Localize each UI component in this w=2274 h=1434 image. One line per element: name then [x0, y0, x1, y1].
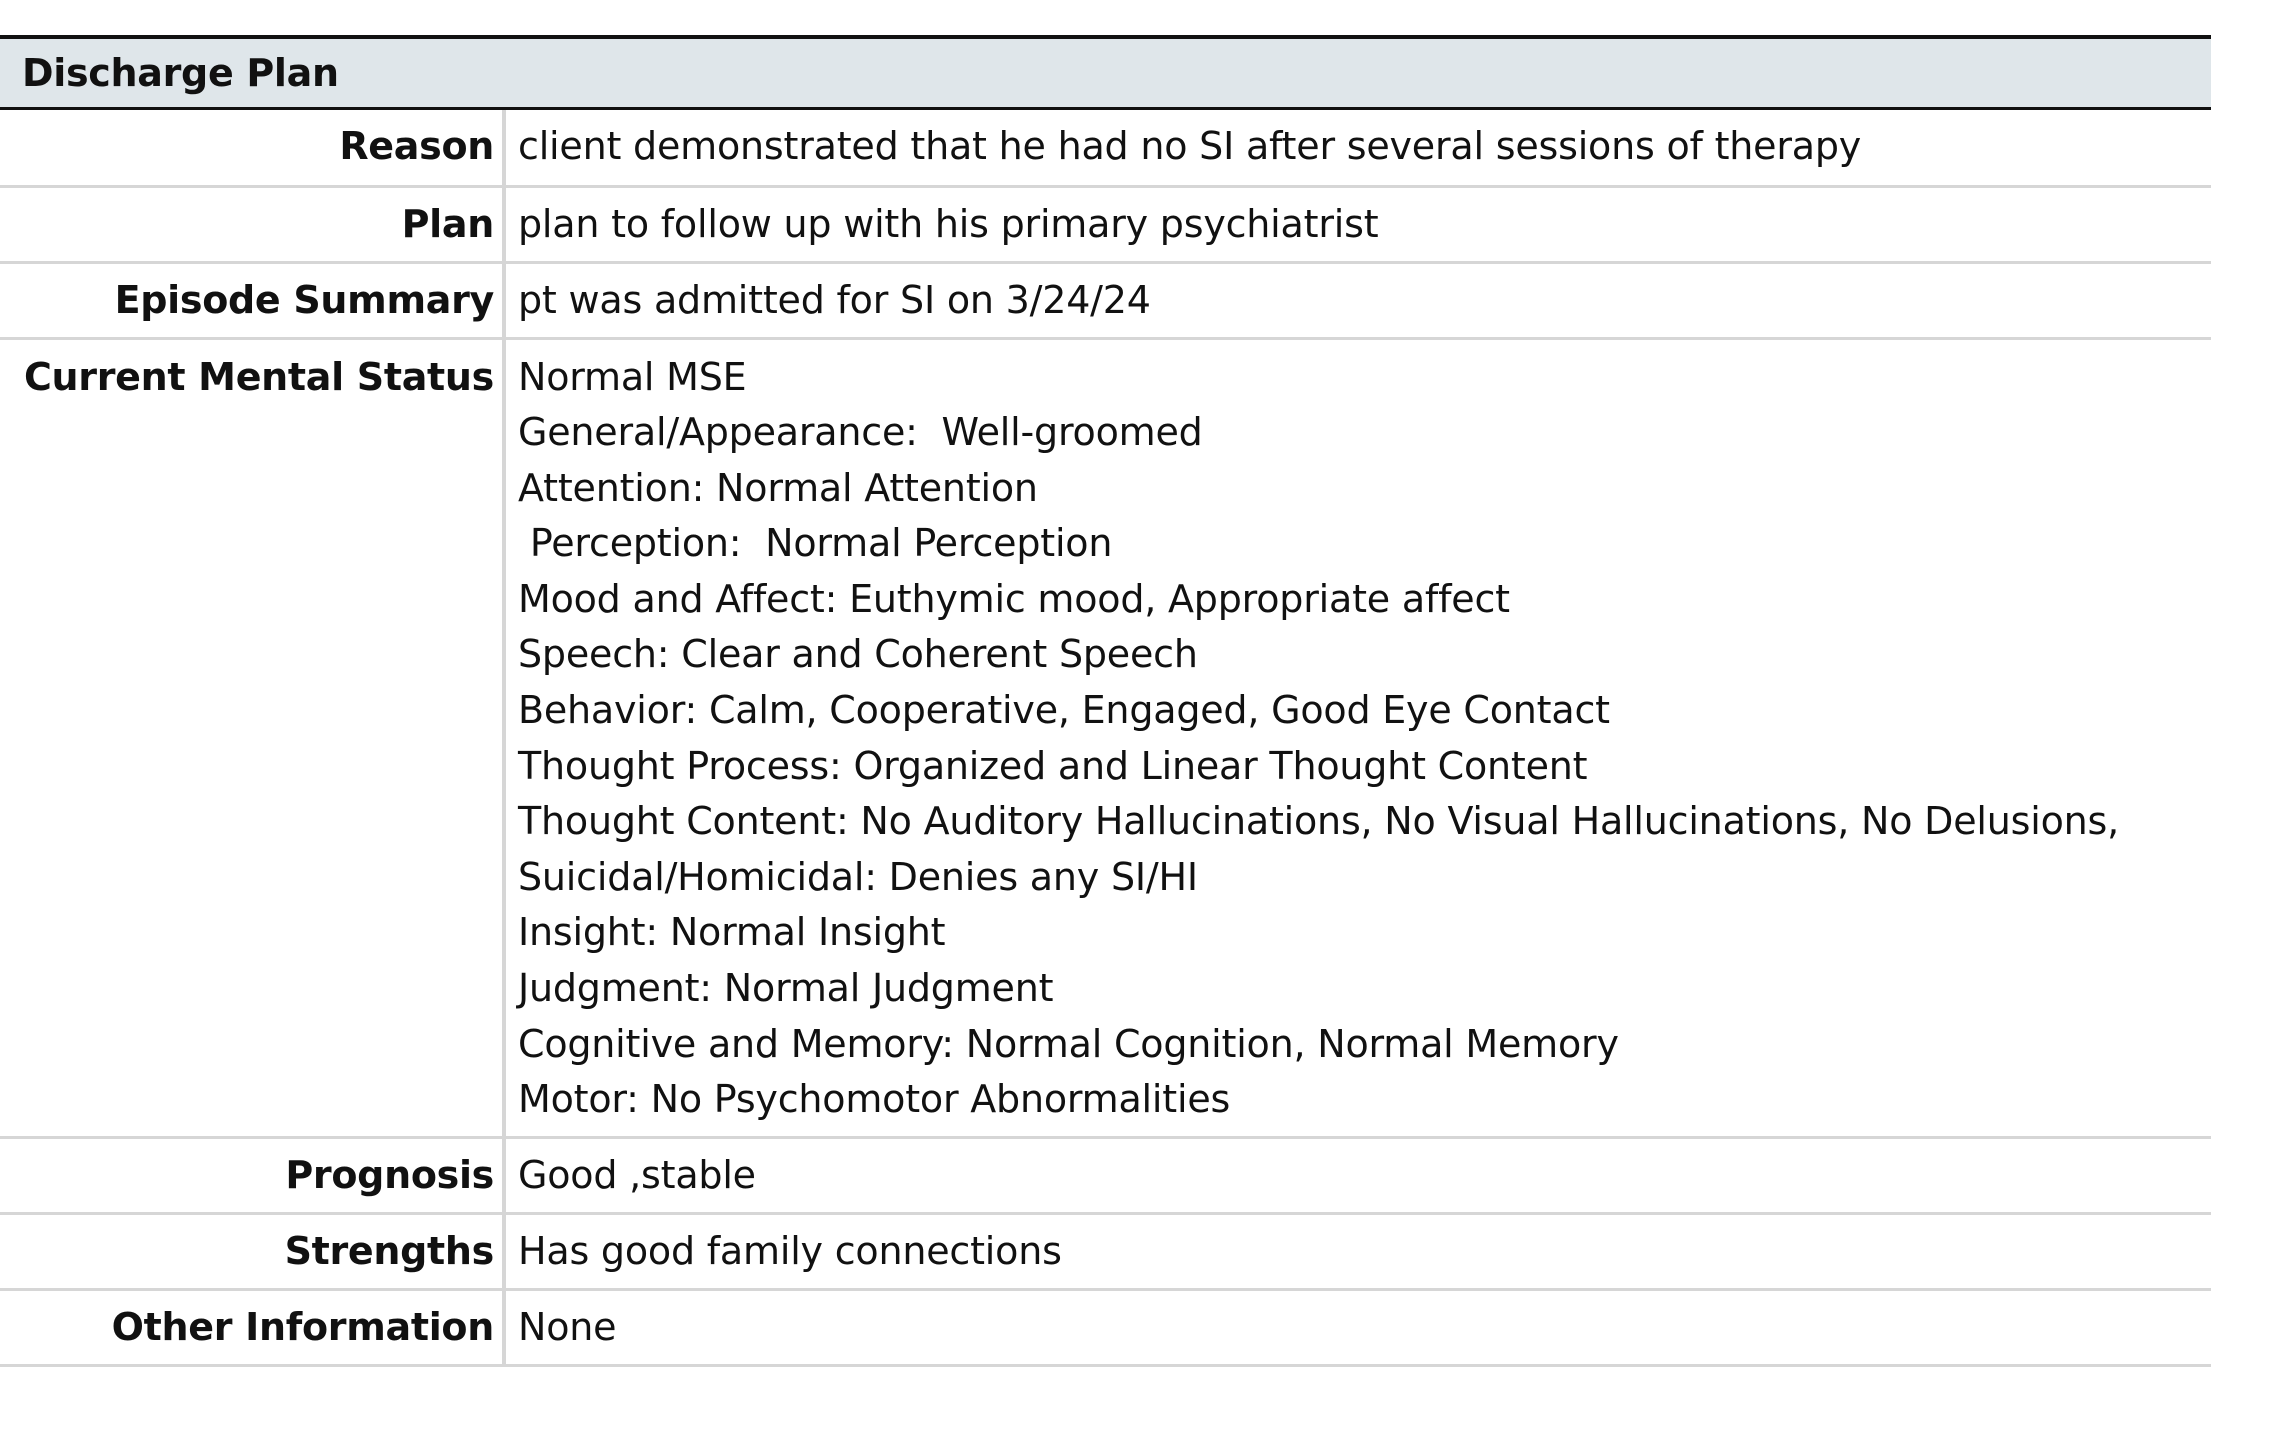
prognosis-value: Good ,stable — [504, 1137, 2211, 1213]
table-row-episode-summary — [0, 262, 2211, 338]
plan-value: plan to follow up with his primary psychiatrist — [504, 186, 2211, 262]
table-row-reason — [0, 110, 2211, 186]
episode-summary-value: pt was admitted for SI on 3/24/24 — [504, 262, 2211, 338]
mse-line: Mood and Affect: Euthymic mood, Appropriate affect — [518, 576, 1510, 621]
mse-line: Motor: No Psychomotor Abnormalities — [518, 1077, 1231, 1122]
mse-line: Thought Process: Organized and Linear Thought Content — [518, 743, 1588, 788]
strengths-value: Has good family connections — [504, 1213, 2211, 1289]
mse-line: Insight: Normal Insight — [518, 910, 946, 955]
mse-line: General/Appearance: Well-groomed — [518, 410, 1203, 455]
section-title: Discharge Plan — [22, 51, 339, 95]
prognosis-label: Prognosis — [0, 1137, 504, 1213]
mse-line: Suicidal/Homicidal: Denies any SI/HI — [518, 854, 1198, 899]
mse-line: Attention: Normal Attention — [518, 465, 1038, 510]
mse-line: Normal MSE — [518, 354, 747, 399]
mse-line: Perception: Normal Perception — [518, 521, 1113, 566]
other-information-label: Other Information — [0, 1289, 504, 1365]
mse-line: Thought Content: No Auditory Hallucinations, No Visual Hallucinations, No Delusions, — [518, 799, 2120, 844]
mse-line: Speech: Clear and Coherent Speech — [518, 632, 1198, 677]
episode-summary-label: Episode Summary — [0, 262, 504, 338]
discharge-plan-table — [0, 110, 2211, 1367]
mse-line: Behavior: Calm, Cooperative, Engaged, Good Eye Contact — [518, 688, 1610, 733]
discharge-plan-report — [0, 35, 2211, 1367]
other-information-value: None — [504, 1289, 2211, 1365]
current-mental-status-label: Current Mental Status — [0, 338, 504, 1137]
reason-label: Reason — [0, 110, 504, 186]
table-row-current-mental-status — [0, 338, 2211, 1137]
section-header — [0, 35, 2211, 110]
strengths-label: Strengths — [0, 1213, 504, 1289]
mse-line: Judgment: Normal Judgment — [518, 966, 1054, 1011]
table-row-strengths — [0, 1213, 2211, 1289]
table-row-prognosis — [0, 1137, 2211, 1213]
table-row-other-information — [0, 1289, 2211, 1365]
plan-label: Plan — [0, 186, 504, 262]
current-mental-status-value — [504, 338, 2211, 1137]
mse-line: Cognitive and Memory: Normal Cognition, Normal Memory — [518, 1021, 1619, 1066]
reason-value: client demonstrated that he had no SI after several sessions of therapy — [504, 110, 2211, 186]
table-row-plan — [0, 186, 2211, 262]
